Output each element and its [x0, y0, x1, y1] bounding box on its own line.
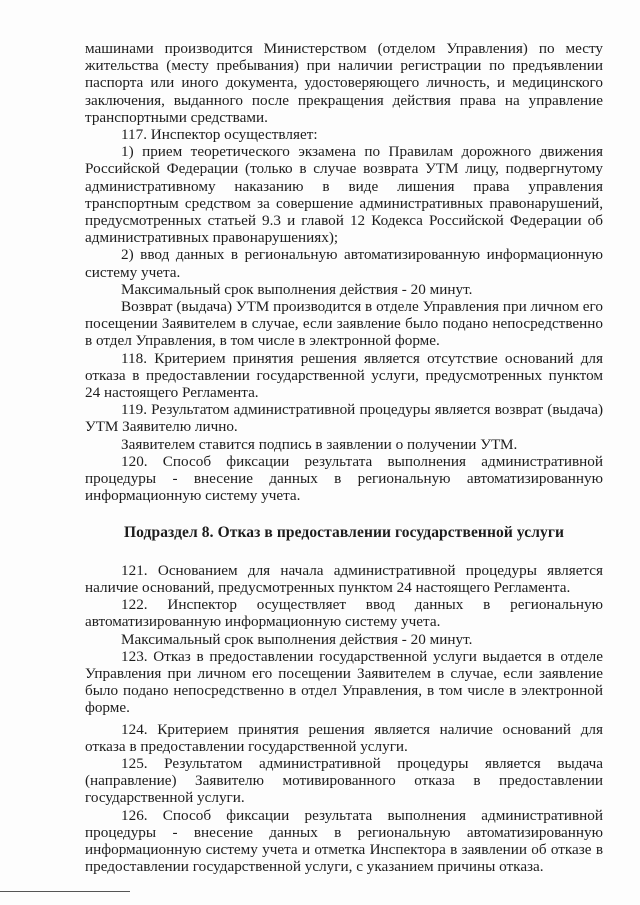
paragraph-124: 124. Критерием принятия решения является наличие оснований для отказа в предоставлении государственной услуги. — [85, 720, 603, 755]
footer-rule — [0, 891, 130, 892]
document-body — [85, 40, 603, 875]
paragraph-max-time-1: Максимальный срок выполнения действия - 20 минут. — [121, 280, 473, 298]
section-heading: Подраздел 8. Отказ в предоставлении государственной услуги — [123, 524, 565, 542]
paragraph-121: 121. Основанием для начала административной процедуры является наличие оснований, предусмотренных пунктом 24 настоящего Регламента. — [85, 561, 603, 596]
paragraph-120: 120. Способ фиксации результата выполнения административной процедуры - внесение данных в региональную автоматизированную информационную систему учета. — [85, 452, 603, 505]
paragraph-return-utm: Возврат (выдача) УТМ производится в отделе Управления при личном его посещении Заявителем в случае, если заявление было подано непосредственно в отдел Управления, в том числе в электронной форме. — [85, 298, 603, 350]
paragraph-signature: Заявителем ставится подпись в заявлении о получении УТМ. — [121, 435, 518, 453]
paragraph-119: 119. Результатом административной процедуры является возврат (выдача) УТМ Заявителю лично. — [85, 401, 603, 436]
paragraph-125: 125. Результатом административной процедуры является выдача (направление) Заявителю мотивированного отказа в предоставлении государственной услуги. — [85, 754, 603, 807]
paragraph-117-item-2: 2) ввод данных в региональную автоматизированную информационную систему учета. — [85, 246, 603, 281]
paragraph-max-time-2: Максимальный срок выполнения действия - 20 минут. — [121, 630, 473, 648]
paragraph-continuation: машинами производится Министерством (отделом Управления) по месту жительства (месту пребывания) при наличии регистрации по предъявлении паспорта или иного документа, удостоверяющего личность, и медицинского заключения, выданного после прекращения действия права на управление транспортными средствами. — [85, 40, 603, 126]
paragraph-123: 123. Отказ в предоставлении государственной услуги выдается в отделе Управления при личном его посещении Заявителем в случае, если заявление было подано непосредственно в отдел Управления, в том числе в электронной форме. — [85, 647, 603, 717]
paragraph-117-item-1: 1) прием теоретического экзамена по Правилам дорожного движения Российской Федерации (только в случае возврата УТМ лицу, подвергнутому административному наказанию в виде лишения права управления транспортным средством за совершение административных правонарушений, предусмотренных статьей 9.3 и главой 12 Кодекса Российской Федерации об административных правонарушениях); — [85, 143, 603, 247]
paragraph-117: 117. Инспектор осуществляет: — [121, 126, 318, 144]
paragraph-126: 126. Способ фиксации результата выполнения административной процедуры - внесение данных в региональную автоматизированную информационную систему учета и отметка Инспектора в заявлении об отказе в предоставлении государственной услуги, с указанием причины отказа. — [85, 806, 603, 876]
paragraph-122: 122. Инспектор осуществляет ввод данных в региональную автоматизированную информационную систему учета. — [85, 596, 603, 631]
paragraph-118: 118. Критерием принятия решения является отсутствие оснований для отказа в предоставлении государственной услуги, предусмотренных пунктом 24 настоящего Регламента. — [85, 349, 603, 402]
